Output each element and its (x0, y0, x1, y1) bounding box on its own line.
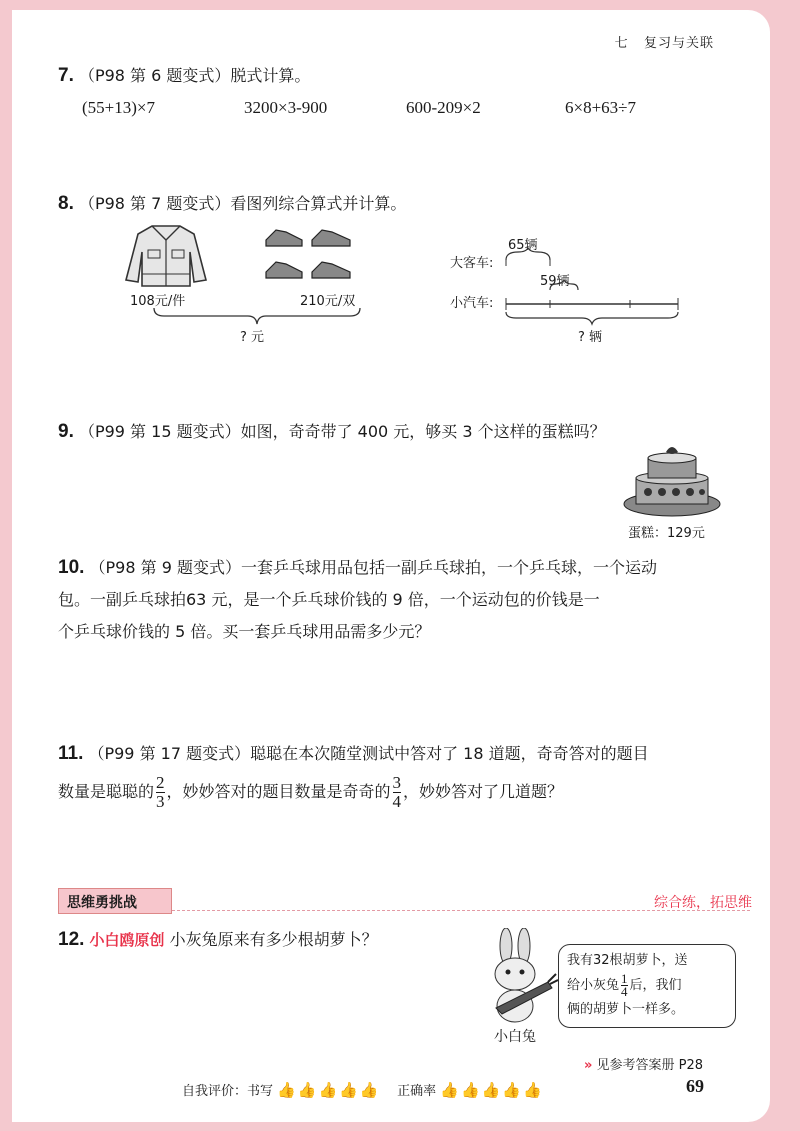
cake-price: 蛋糕：129元 (628, 526, 705, 541)
text-part: 数量是聪聪的 (58, 782, 155, 801)
thumbs-up-icon[interactable]: 👍 (523, 1081, 542, 1099)
expression-1: (55+13)×7 (82, 98, 155, 117)
question-line-1: （P99 第 17 题变式）聪聪在本次随堂测试中答对了 18 道题，奇奇答对的题目 (88, 744, 649, 763)
question-line-2: 包。一副乒乓球拍63 元，是一个乒乓球价钱的 9 倍，一个运动包的价钱是一 (58, 590, 600, 609)
writing-rating[interactable] (277, 1081, 380, 1099)
thumbs-up-icon[interactable]: 👍 (502, 1081, 522, 1099)
chapter-number: 七 (614, 36, 629, 51)
double-chevron-icon: » (584, 1058, 593, 1073)
text-part: 后，我们 (629, 978, 682, 993)
bar-diagram (502, 246, 682, 326)
jacket-icon (124, 222, 208, 288)
accuracy-rating[interactable] (440, 1081, 543, 1099)
total-cost-label: ? 元 (240, 330, 265, 345)
question-line-3: 个乒乓球价钱的 5 倍。买一套乒乓球用品需多少元？ (58, 622, 431, 641)
section-title: 思维勇挑战 (67, 895, 137, 911)
thumbs-up-icon[interactable]: 👍 (440, 1081, 459, 1099)
question-number: 12. (58, 929, 85, 950)
question-11 (58, 740, 748, 768)
question-number: 9. (58, 421, 74, 442)
speech-bubble (558, 944, 736, 1028)
bubble-line-1: 我有32根胡萝卜，送 (567, 953, 688, 968)
page-number: 69 (686, 1076, 704, 1096)
bubble-line-2 (567, 973, 727, 998)
question-line-1: （P98 第 9 题变式）一套乒乓球用品包括一副乒乓球拍，一个乒乓球，一个运动 (89, 558, 657, 577)
rabbit-label: 小白兔 (494, 1029, 536, 1045)
thumbs-up-icon[interactable]: 👍 (339, 1081, 358, 1099)
worksheet-page (12, 10, 770, 1122)
shoe-price: 210元/双 (300, 294, 356, 309)
denominator: 3 (156, 792, 165, 811)
question-number: 7. (58, 65, 74, 86)
question-text: （P98 第 6 题变式）脱式计算。 (78, 66, 311, 85)
self-evaluation (182, 1080, 544, 1099)
shoes-icon (262, 222, 354, 286)
cake-icon (620, 442, 724, 520)
car-label: 小汽车: (450, 296, 494, 311)
question-text: 小灰兔原来有多少根胡萝卜？ (169, 930, 378, 949)
denominator: 4 (392, 792, 402, 811)
question-9 (58, 418, 606, 446)
fraction-one-fourth (621, 973, 628, 998)
thumbs-up-icon[interactable]: 👍 (460, 1081, 480, 1099)
bubble-line-3: 俩的胡萝卜一样多。 (567, 1002, 685, 1017)
question-10 (58, 554, 738, 646)
thumbs-up-icon[interactable]: 👍 (297, 1081, 317, 1099)
numerator: 1 (621, 971, 628, 986)
numerator: 2 (156, 773, 165, 792)
fraction-three-fourths (393, 774, 402, 811)
numerator: 3 (392, 773, 402, 792)
original-tag: 小白鸥原创 (89, 932, 165, 949)
total-vehicles-label: ? 辆 (578, 330, 603, 345)
chapter-header (615, 32, 714, 51)
section-subtitle: 综合练，拓思维 (654, 895, 752, 911)
expression-2: 3200×3-900 (244, 98, 328, 117)
question-text: （P98 第 7 题变式）看图列综合算式并计算。 (78, 194, 407, 213)
chapter-title: 复习与关联 (643, 36, 714, 51)
thumbs-up-icon[interactable]: 👍 (481, 1081, 501, 1099)
thumbs-up-icon[interactable]: 👍 (359, 1081, 379, 1099)
text-part: 给小灰兔 (567, 978, 620, 993)
denominator: 4 (621, 984, 628, 999)
question-number: 10. (58, 557, 85, 578)
expression-3: 600-209×2 (406, 98, 481, 117)
question-text: （P99 第 15 题变式）如图，奇奇带了 400 元，够买 3 个这样的蛋糕吗？ (78, 422, 606, 441)
expression-4: 6×8+63÷7 (565, 98, 637, 117)
rabbit-icon (476, 928, 558, 1026)
answer-reference (584, 1054, 703, 1073)
text-part: ，妙妙答对的题目数量是奇奇的 (166, 782, 391, 801)
fraction-two-thirds (156, 774, 165, 811)
thumbs-up-icon[interactable]: 👍 (277, 1081, 296, 1099)
question-12 (58, 926, 378, 954)
question-11-line-2 (58, 774, 748, 811)
question-8 (58, 190, 406, 218)
bus-label: 大客车: (450, 256, 494, 271)
thumbs-up-icon[interactable]: 👍 (318, 1081, 338, 1099)
bus-count: 65辆 (508, 238, 538, 253)
self-evaluation-label: 自我评价：书写 (182, 1084, 274, 1099)
difference-label: 59辆 (540, 274, 570, 289)
question-number: 8. (58, 193, 74, 214)
question-number: 11. (58, 743, 84, 764)
question-7 (58, 62, 310, 90)
jacket-price: 108元/件 (130, 294, 186, 309)
text-part: ，妙妙答对了几道题？ (403, 782, 564, 801)
total-brace-left (152, 306, 362, 328)
answer-reference-text: 见参考答案册 P28 (596, 1058, 704, 1073)
section-banner (58, 888, 172, 914)
accuracy-label: 正确率 (397, 1084, 437, 1099)
